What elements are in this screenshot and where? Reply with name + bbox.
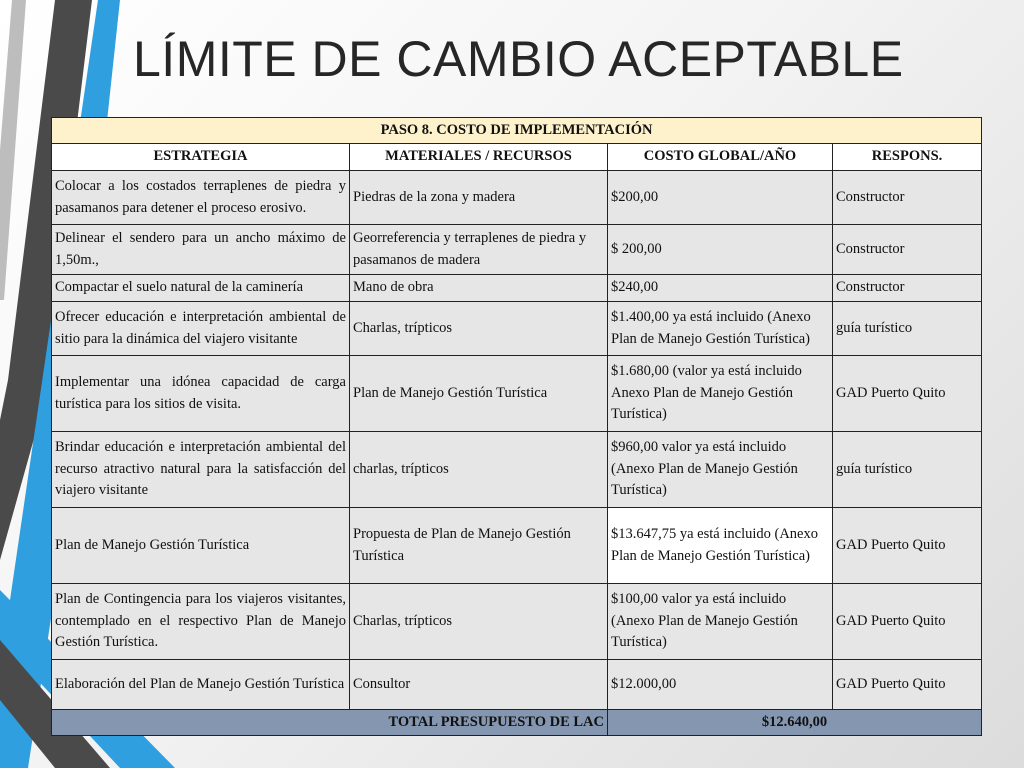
table-row (52, 171, 982, 225)
table-header-row (52, 144, 982, 171)
total-label: TOTAL PRESUPUESTO DE LAC (52, 710, 608, 736)
table-row (52, 302, 982, 356)
cell-responsible: GAD Puerto Quito (833, 356, 982, 432)
implementation-cost-table (51, 117, 982, 736)
table-row (52, 660, 982, 710)
cell-materials: Charlas, trípticos (350, 584, 608, 660)
slide-title: LÍMITE DE CAMBIO ACEPTABLE (133, 31, 904, 87)
cell-strategy: Elaboración del Plan de Manejo Gestión Turística (52, 660, 350, 710)
cell-responsible: Constructor (833, 275, 982, 302)
cell-responsible: GAD Puerto Quito (833, 508, 982, 584)
cell-materials: Piedras de la zona y madera (350, 171, 608, 225)
cell-materials: Propuesta de Plan de Manejo Gestión Turística (350, 508, 608, 584)
cell-strategy: Brindar educación e interpretación ambiental del recurso atractivo natural para la satisfacción del viajero visitante (52, 432, 350, 508)
cell-responsible: Constructor (833, 171, 982, 225)
cell-strategy: Delinear el sendero para un ancho máximo de 1,50m., (52, 225, 350, 275)
cell-materials: Georreferencia y terraplenes de piedra y pasamanos de madera (350, 225, 608, 275)
cell-cost: $1.400,00 ya está incluido (Anexo Plan de Manejo Gestión Turística) (608, 302, 833, 356)
cell-strategy: Implementar una idónea capacidad de carga turística para los sitios de visita. (52, 356, 350, 432)
cell-materials: charlas, trípticos (350, 432, 608, 508)
table-row (52, 584, 982, 660)
cell-strategy: Ofrecer educación e interpretación ambiental de sitio para la dinámica del viajero visitante (52, 302, 350, 356)
header-strategy: ESTRATEGIA (52, 144, 350, 171)
cell-cost: $100,00 valor ya está incluido (Anexo Plan de Manejo Gestión Turística) (608, 584, 833, 660)
cell-cost: $1.680,00 (valor ya está incluido Anexo Plan de Manejo Gestión Turística) (608, 356, 833, 432)
cell-materials: Charlas, trípticos (350, 302, 608, 356)
table-row (52, 225, 982, 275)
cell-strategy: Compactar el suelo natural de la caminería (52, 275, 350, 302)
total-value: $12.640,00 (608, 710, 982, 736)
cell-cost: $ 200,00 (608, 225, 833, 275)
cell-responsible: GAD Puerto Quito (833, 660, 982, 710)
cell-strategy: Plan de Manejo Gestión Turística (52, 508, 350, 584)
table-row (52, 356, 982, 432)
cell-cost: $200,00 (608, 171, 833, 225)
cell-cost: $12.000,00 (608, 660, 833, 710)
table-caption: PASO 8. COSTO DE IMPLEMENTACIÓN (52, 118, 982, 144)
cell-materials: Mano de obra (350, 275, 608, 302)
table-row (52, 432, 982, 508)
cell-cost: $960,00 valor ya está incluido (Anexo Plan de Manejo Gestión Turística) (608, 432, 833, 508)
cell-responsible: GAD Puerto Quito (833, 584, 982, 660)
cell-materials: Consultor (350, 660, 608, 710)
table-row (52, 275, 982, 302)
table-row (52, 508, 982, 584)
cell-materials: Plan de Manejo Gestión Turística (350, 356, 608, 432)
cell-cost: $13.647,75 ya está incluido (Anexo Plan de Manejo Gestión Turística) (608, 508, 833, 584)
stripe-light-gray (0, 0, 26, 300)
header-cost: COSTO GLOBAL/AÑO (608, 144, 833, 171)
cell-cost: $240,00 (608, 275, 833, 302)
cell-strategy: Colocar a los costados terraplenes de piedra y pasamanos para detener el proceso erosivo. (52, 171, 350, 225)
total-row (52, 710, 982, 736)
header-materials: MATERIALES / RECURSOS (350, 144, 608, 171)
cell-responsible: Constructor (833, 225, 982, 275)
cell-responsible: guía turístico (833, 432, 982, 508)
header-responsible: RESPONS. (833, 144, 982, 171)
cell-strategy: Plan de Contingencia para los viajeros visitantes, contemplado en el respectivo Plan de Manejo Gestión Turística. (52, 584, 350, 660)
cell-responsible: guía turístico (833, 302, 982, 356)
table-caption-row (52, 118, 982, 144)
